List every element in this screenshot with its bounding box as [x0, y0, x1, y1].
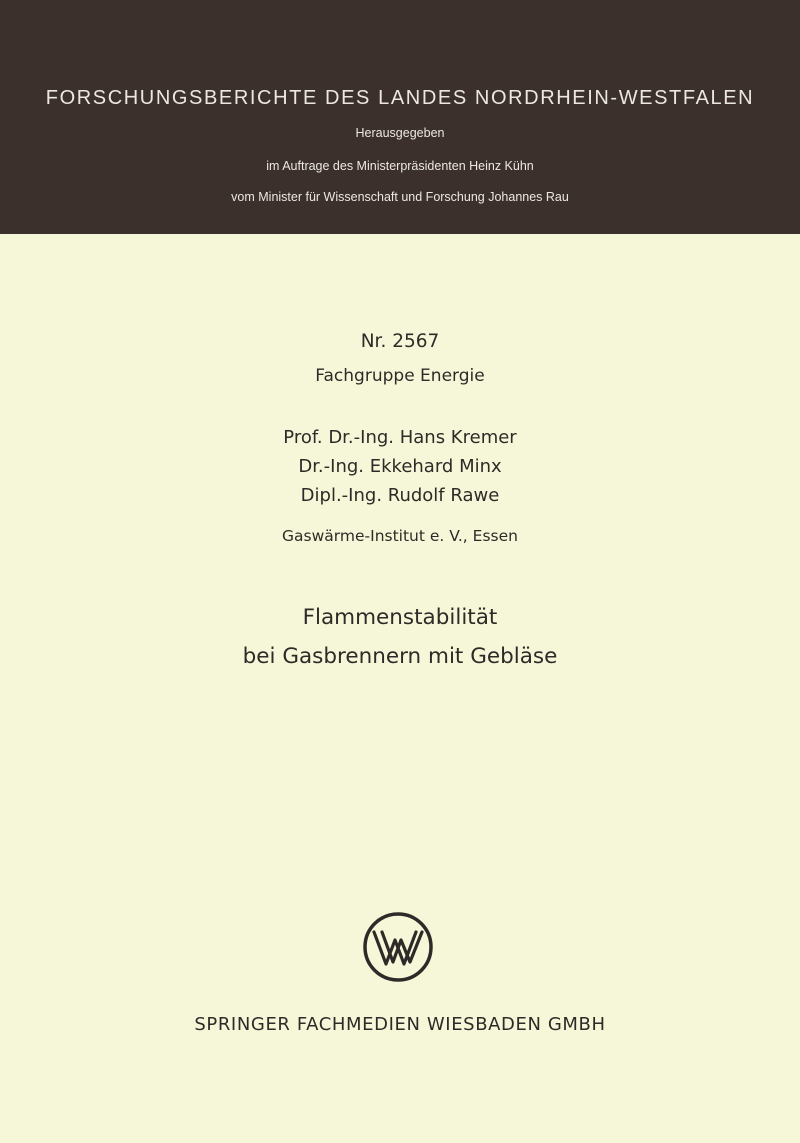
westdeutscher-verlag-logo-icon: [362, 911, 434, 983]
author-2: Dr.-Ing. Ekkehard Minx: [298, 456, 502, 477]
series-title: FORSCHUNGSBERICHTE DES LANDES NORDRHEIN-WESTFALEN: [45, 87, 755, 109]
subject-group: Fachgruppe Energie: [315, 366, 485, 386]
book-title-line-2: bei Gasbrennern mit Gebläse: [242, 644, 558, 669]
book-title-line-1: Flammenstabilität: [302, 605, 498, 630]
publisher-name: SPRINGER FACHMEDIEN WIESBADEN GMBH: [194, 1014, 606, 1035]
series-banner: [0, 0, 800, 234]
report-number: Nr. 2567: [360, 331, 440, 352]
editor-heading: Herausgegeben: [355, 126, 445, 140]
author-1: Prof. Dr.-Ing. Hans Kremer: [283, 427, 517, 448]
author-3: Dipl.-Ing. Rudolf Rawe: [300, 485, 500, 506]
institute: Gaswärme-Institut e. V., Essen: [282, 527, 518, 545]
editor-line-1: im Auftrage des Ministerpräsidenten Heinz Kühn: [266, 159, 534, 173]
editor-line-2: vom Minister für Wissenschaft und Forschung Johannes Rau: [231, 190, 569, 204]
